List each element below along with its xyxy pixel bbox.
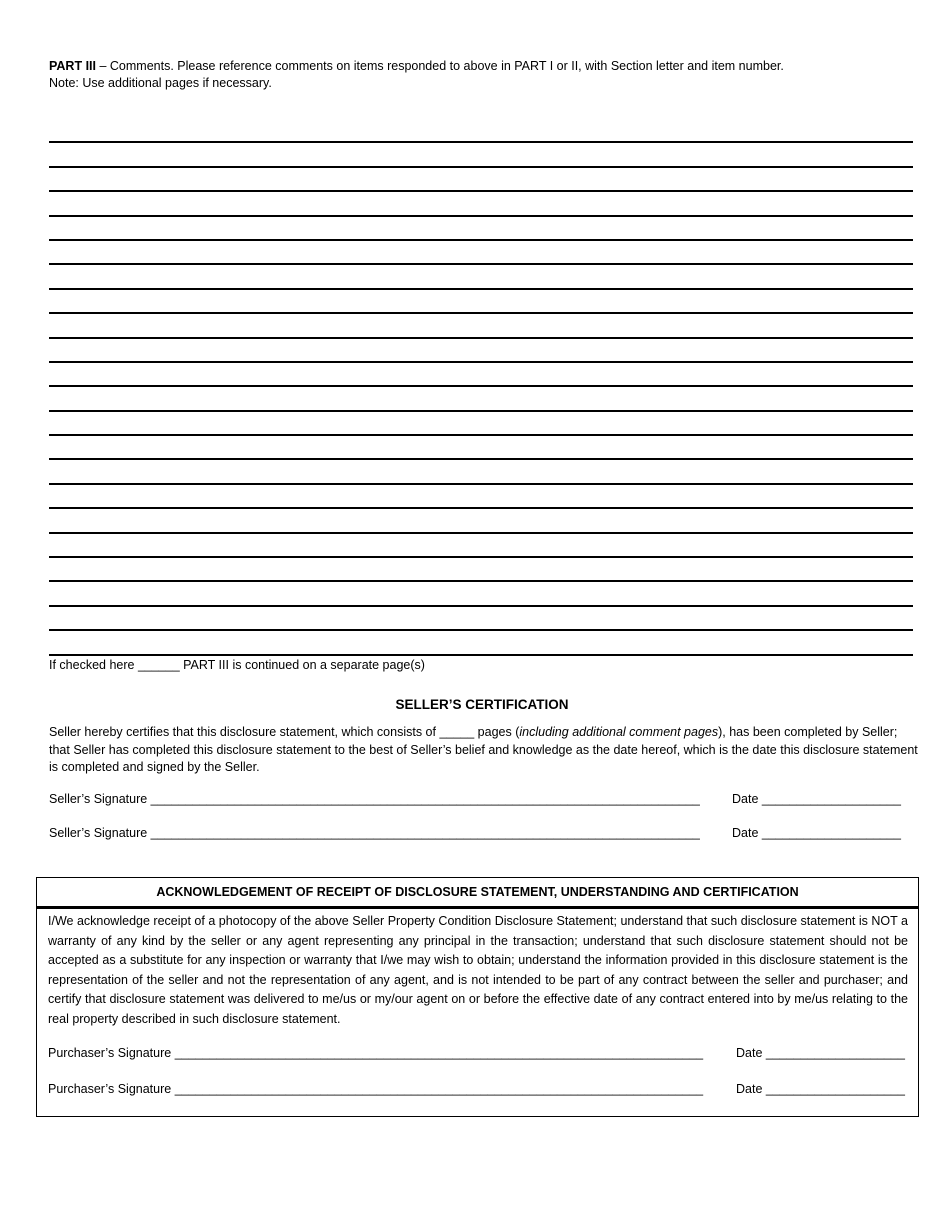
acknowledgement-box	[36, 877, 919, 1117]
acknowledgement-title: ACKNOWLEDGEMENT OF RECEIPT OF DISCLOSURE STATEMENT, UNDERSTANDING AND CERTIFICATION	[37, 878, 918, 909]
comment-line[interactable]	[49, 582, 913, 606]
cert-text-italic: including additional comment pages	[519, 725, 719, 739]
purchaser-signature-field[interactable]: Purchaser’s Signature ____________________________________________________________________________	[48, 1082, 704, 1096]
comment-line[interactable]	[49, 192, 913, 216]
seller-signature-field[interactable]: Seller’s Signature _______________________________________________________________________________	[49, 792, 700, 806]
comment-line[interactable]	[49, 387, 913, 411]
seller-signature-row-2[interactable]	[49, 826, 909, 840]
purchaser-date-field[interactable]: Date ____________________	[736, 1046, 905, 1060]
continued-checkbox-line[interactable]: If checked here ______ PART III is continued on a separate page(s)	[49, 658, 425, 672]
comment-lines[interactable]	[49, 119, 913, 656]
comment-line[interactable]	[49, 631, 913, 655]
comment-line[interactable]	[49, 265, 913, 289]
part3-intro	[49, 58, 919, 92]
comment-line[interactable]	[49, 217, 913, 241]
comment-line[interactable]	[49, 460, 913, 484]
purchaser-signature-field[interactable]: Purchaser’s Signature ____________________________________________________________________________	[48, 1046, 704, 1060]
comment-line[interactable]	[49, 534, 913, 558]
comment-line[interactable]	[49, 168, 913, 192]
comment-line[interactable]	[49, 314, 913, 338]
comment-line[interactable]	[49, 485, 913, 509]
seller-certification-text	[49, 724, 919, 777]
seller-signature-field[interactable]: Seller’s Signature _______________________________________________________________________________	[49, 826, 700, 840]
purchaser-date-field[interactable]: Date ____________________	[736, 1082, 905, 1096]
comment-line[interactable]	[49, 412, 913, 436]
seller-date-field[interactable]: Date ____________________	[732, 826, 901, 840]
acknowledgement-text: I/We acknowledge receipt of a photocopy of the above Seller Property Condition Disclosure Statement; understand that such disclosure statement is NOT a warranty of any kind by the seller or any agent representing any principal in the transaction; understand that such disclosure statement should not be accepted as a substitute for any inspection or warranty that I/we may wish to obtain; understand the information provided in this disclosure statement is the representation of the seller and not the representation of any agent, and is not intended to be part of any contract between the seller and purchaser; and certify that disclosure statement was delivered to me/us or my/our agent on or before the effective date of any contract entered into by me/us relating to the real property described in such disclosure statement.	[48, 914, 908, 1026]
comment-line[interactable]	[49, 509, 913, 533]
purchaser-signature-row-2[interactable]	[48, 1082, 908, 1096]
part3-label: PART III	[49, 59, 96, 73]
comment-line[interactable]	[49, 143, 913, 167]
comment-line[interactable]	[49, 339, 913, 363]
purchaser-signature-row-1[interactable]	[48, 1046, 908, 1060]
part3-intro-text: – Comments. Please reference comments on items responded to above in PART I or II, with Section letter and item number.	[96, 59, 784, 73]
comment-line[interactable]	[49, 119, 913, 143]
cert-text-before: Seller hereby certifies that this disclosure statement, which consists of _____ pages (	[49, 725, 520, 739]
cert-text-after: ), has been completed by Seller; that Seller has completed this disclosure statement to the best of Seller’s belief and knowledge as the date hereof, which is the date this disclosure statement is completed and signed by the Seller.	[49, 725, 918, 774]
comment-line[interactable]	[49, 607, 913, 631]
part3-note: Note: Use additional pages if necessary.	[49, 76, 272, 90]
comment-line[interactable]	[49, 436, 913, 460]
comment-line[interactable]	[49, 558, 913, 582]
seller-certification-title: SELLER’S CERTIFICATION	[395, 697, 569, 712]
seller-date-field[interactable]: Date ____________________	[732, 792, 901, 806]
comment-line[interactable]	[49, 290, 913, 314]
comment-line[interactable]	[49, 241, 913, 265]
comment-line[interactable]	[49, 363, 913, 387]
seller-signature-row-1[interactable]	[49, 792, 909, 806]
